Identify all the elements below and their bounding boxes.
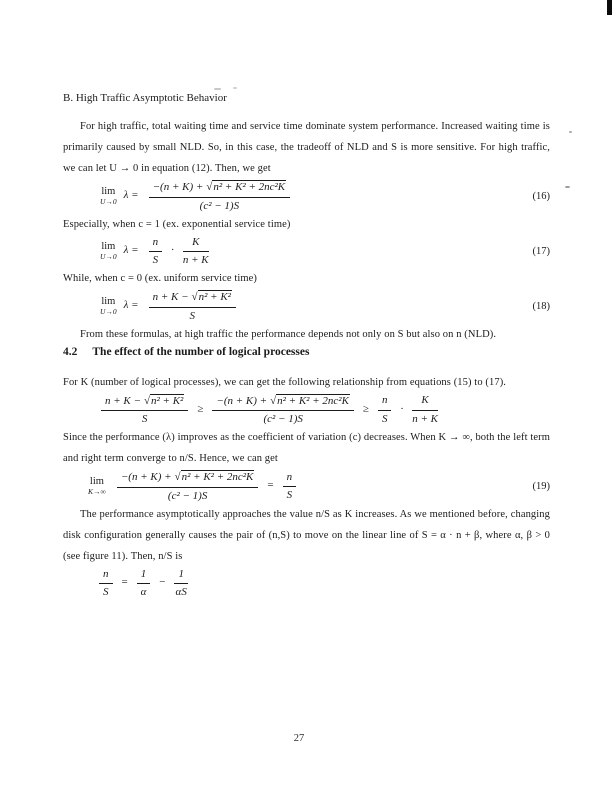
denominator: S	[103, 586, 109, 599]
equals-sign: =	[121, 576, 128, 589]
numerator: 1	[137, 567, 151, 585]
dot-operator: ·	[171, 244, 174, 257]
equation-number: (18)	[532, 300, 550, 312]
denominator: n + K	[412, 412, 438, 425]
limit-block	[100, 296, 117, 316]
lim-word: lim	[89, 476, 104, 488]
equation-18	[63, 289, 550, 324]
fraction	[101, 393, 188, 428]
denominator: (c² − 1)S	[199, 199, 240, 212]
equation-16	[63, 179, 550, 214]
equation-number: (17)	[532, 245, 550, 257]
fraction	[283, 470, 297, 504]
fraction	[137, 567, 151, 601]
numerator-prefix: −(n + K) +	[120, 471, 172, 483]
fraction	[117, 469, 259, 504]
paragraph-asymptotic: The performance asymptotically approaches the value n/S as K increases. As we mentioned before, changing disk configuration generally causes the pair of (n,S) to move on the linear line of S = α · n + β, where α, β > 0 (see figure 11). Then, n/S is	[63, 508, 550, 562]
fraction	[149, 289, 236, 324]
denominator: S	[381, 412, 388, 425]
lim-word: lim	[101, 296, 116, 308]
paragraph-for-k: For K (number of logical processes), we can get the following relationship from equations (15) to (17).	[63, 376, 507, 388]
fraction	[212, 393, 354, 428]
radicand: n² + K² + 2nc²K	[277, 394, 349, 407]
numerator-prefix: −(n + K) +	[152, 181, 204, 193]
denominator: S	[189, 309, 196, 322]
numerator: K	[183, 235, 209, 253]
dot-operator: ·	[400, 402, 404, 415]
fraction	[174, 567, 188, 601]
radical-sign: √	[174, 471, 181, 483]
fraction	[99, 567, 113, 601]
denominator: αS	[175, 586, 187, 599]
denominator: α	[140, 586, 147, 599]
equation-number: (19)	[532, 480, 550, 492]
paragraph-especially: Especially, when c = 1 (ex. exponential service time)	[63, 218, 291, 230]
fraction	[149, 179, 291, 214]
denominator: (c² − 1)S	[167, 489, 208, 502]
numerator	[149, 179, 291, 198]
denominator: (c² − 1)S	[263, 413, 303, 426]
scan-speck	[233, 87, 237, 89]
equation-lhs: λ =	[123, 189, 139, 202]
scan-speck	[569, 131, 572, 133]
greater-equal-sign: ≥	[362, 402, 369, 415]
numerator-prefix: n + K −	[152, 291, 189, 303]
denominator: n + K	[182, 254, 209, 267]
numerator: K	[412, 393, 438, 411]
scan-speck	[565, 186, 570, 188]
numerator	[117, 469, 259, 488]
denominator: S	[152, 254, 159, 267]
radical-sign: √	[270, 394, 277, 407]
radical-sign: √	[143, 394, 150, 407]
numerator	[101, 393, 188, 412]
numerator-prefix: −(n + K) +	[216, 394, 268, 407]
denominator: S	[141, 413, 148, 426]
numerator: n	[378, 393, 392, 411]
lim-subscript: U→0	[100, 197, 117, 207]
limit-block	[100, 241, 117, 261]
limit-block	[88, 476, 106, 496]
numerator: 1	[174, 567, 188, 585]
numerator	[149, 289, 236, 308]
fraction	[412, 393, 438, 427]
subsection-heading-b: B. High Traffic Asymptotic Behavior	[63, 92, 227, 104]
scan-corner-mark	[607, 0, 612, 15]
lim-word: lim	[101, 241, 116, 253]
numerator: n	[149, 235, 163, 253]
inequality-chain	[63, 393, 550, 428]
numerator	[212, 393, 354, 412]
equation-lhs: λ =	[123, 299, 139, 312]
radicand: n² + K²	[150, 394, 184, 407]
radicand: n² + K² + 2nc²K	[213, 181, 286, 193]
paragraph-from-formulas: From these formulas, at high traffic the performance depends not only on S but also on n (NLD).	[80, 328, 497, 340]
radical-sign: √	[191, 291, 198, 303]
equation-lhs: λ =	[123, 244, 139, 257]
equation-n-over-s	[63, 567, 550, 601]
numerator-prefix: n + K −	[105, 394, 141, 407]
numerator: n	[99, 567, 113, 585]
minus-sign: −	[159, 576, 166, 589]
lim-subscript: K→∞	[88, 487, 106, 497]
limit-block	[100, 186, 117, 206]
fraction	[183, 235, 209, 269]
fraction	[378, 393, 392, 427]
lim-subscript: U→0	[100, 307, 117, 317]
section-heading-4-2	[63, 345, 550, 359]
paragraph-high-traffic: For high traffic, total waiting time and service time dominate system performance. Increased waiting time is primarily caused by small NLD. So, in this case, the tradeoff of NLD and S is more sensitive. For high traffic, we can let U → 0 in equation (12). Then, we get	[63, 121, 550, 174]
page-number: 27	[293, 733, 305, 744]
paragraph-while: While, when c = 0 (ex. uniform service time)	[63, 273, 258, 284]
equation-19	[63, 469, 550, 504]
lim-word: lim	[101, 186, 116, 198]
equation-number: (16)	[532, 190, 550, 202]
radicand: n² + K²	[198, 291, 231, 303]
equals-sign: =	[267, 479, 274, 492]
fraction	[149, 235, 163, 269]
greater-equal-sign: ≥	[197, 402, 204, 415]
section-title: The effect of the number of logical processes	[92, 345, 310, 358]
radical-sign: √	[206, 181, 213, 193]
numerator: n	[283, 470, 297, 488]
denominator: S	[286, 489, 293, 502]
radicand: n² + K² + 2nc²K	[181, 471, 254, 483]
scan-speck	[214, 88, 221, 90]
section-number: 4.2	[63, 345, 78, 358]
equation-17	[63, 235, 550, 269]
paragraph-since-performance: Since the performance (λ) improves as the coefficient of variation (c) decreases. When K → ∞, both the left term and right term converge to n/S. Hence, we can get	[63, 432, 550, 464]
lim-subscript: U→0	[100, 252, 117, 262]
